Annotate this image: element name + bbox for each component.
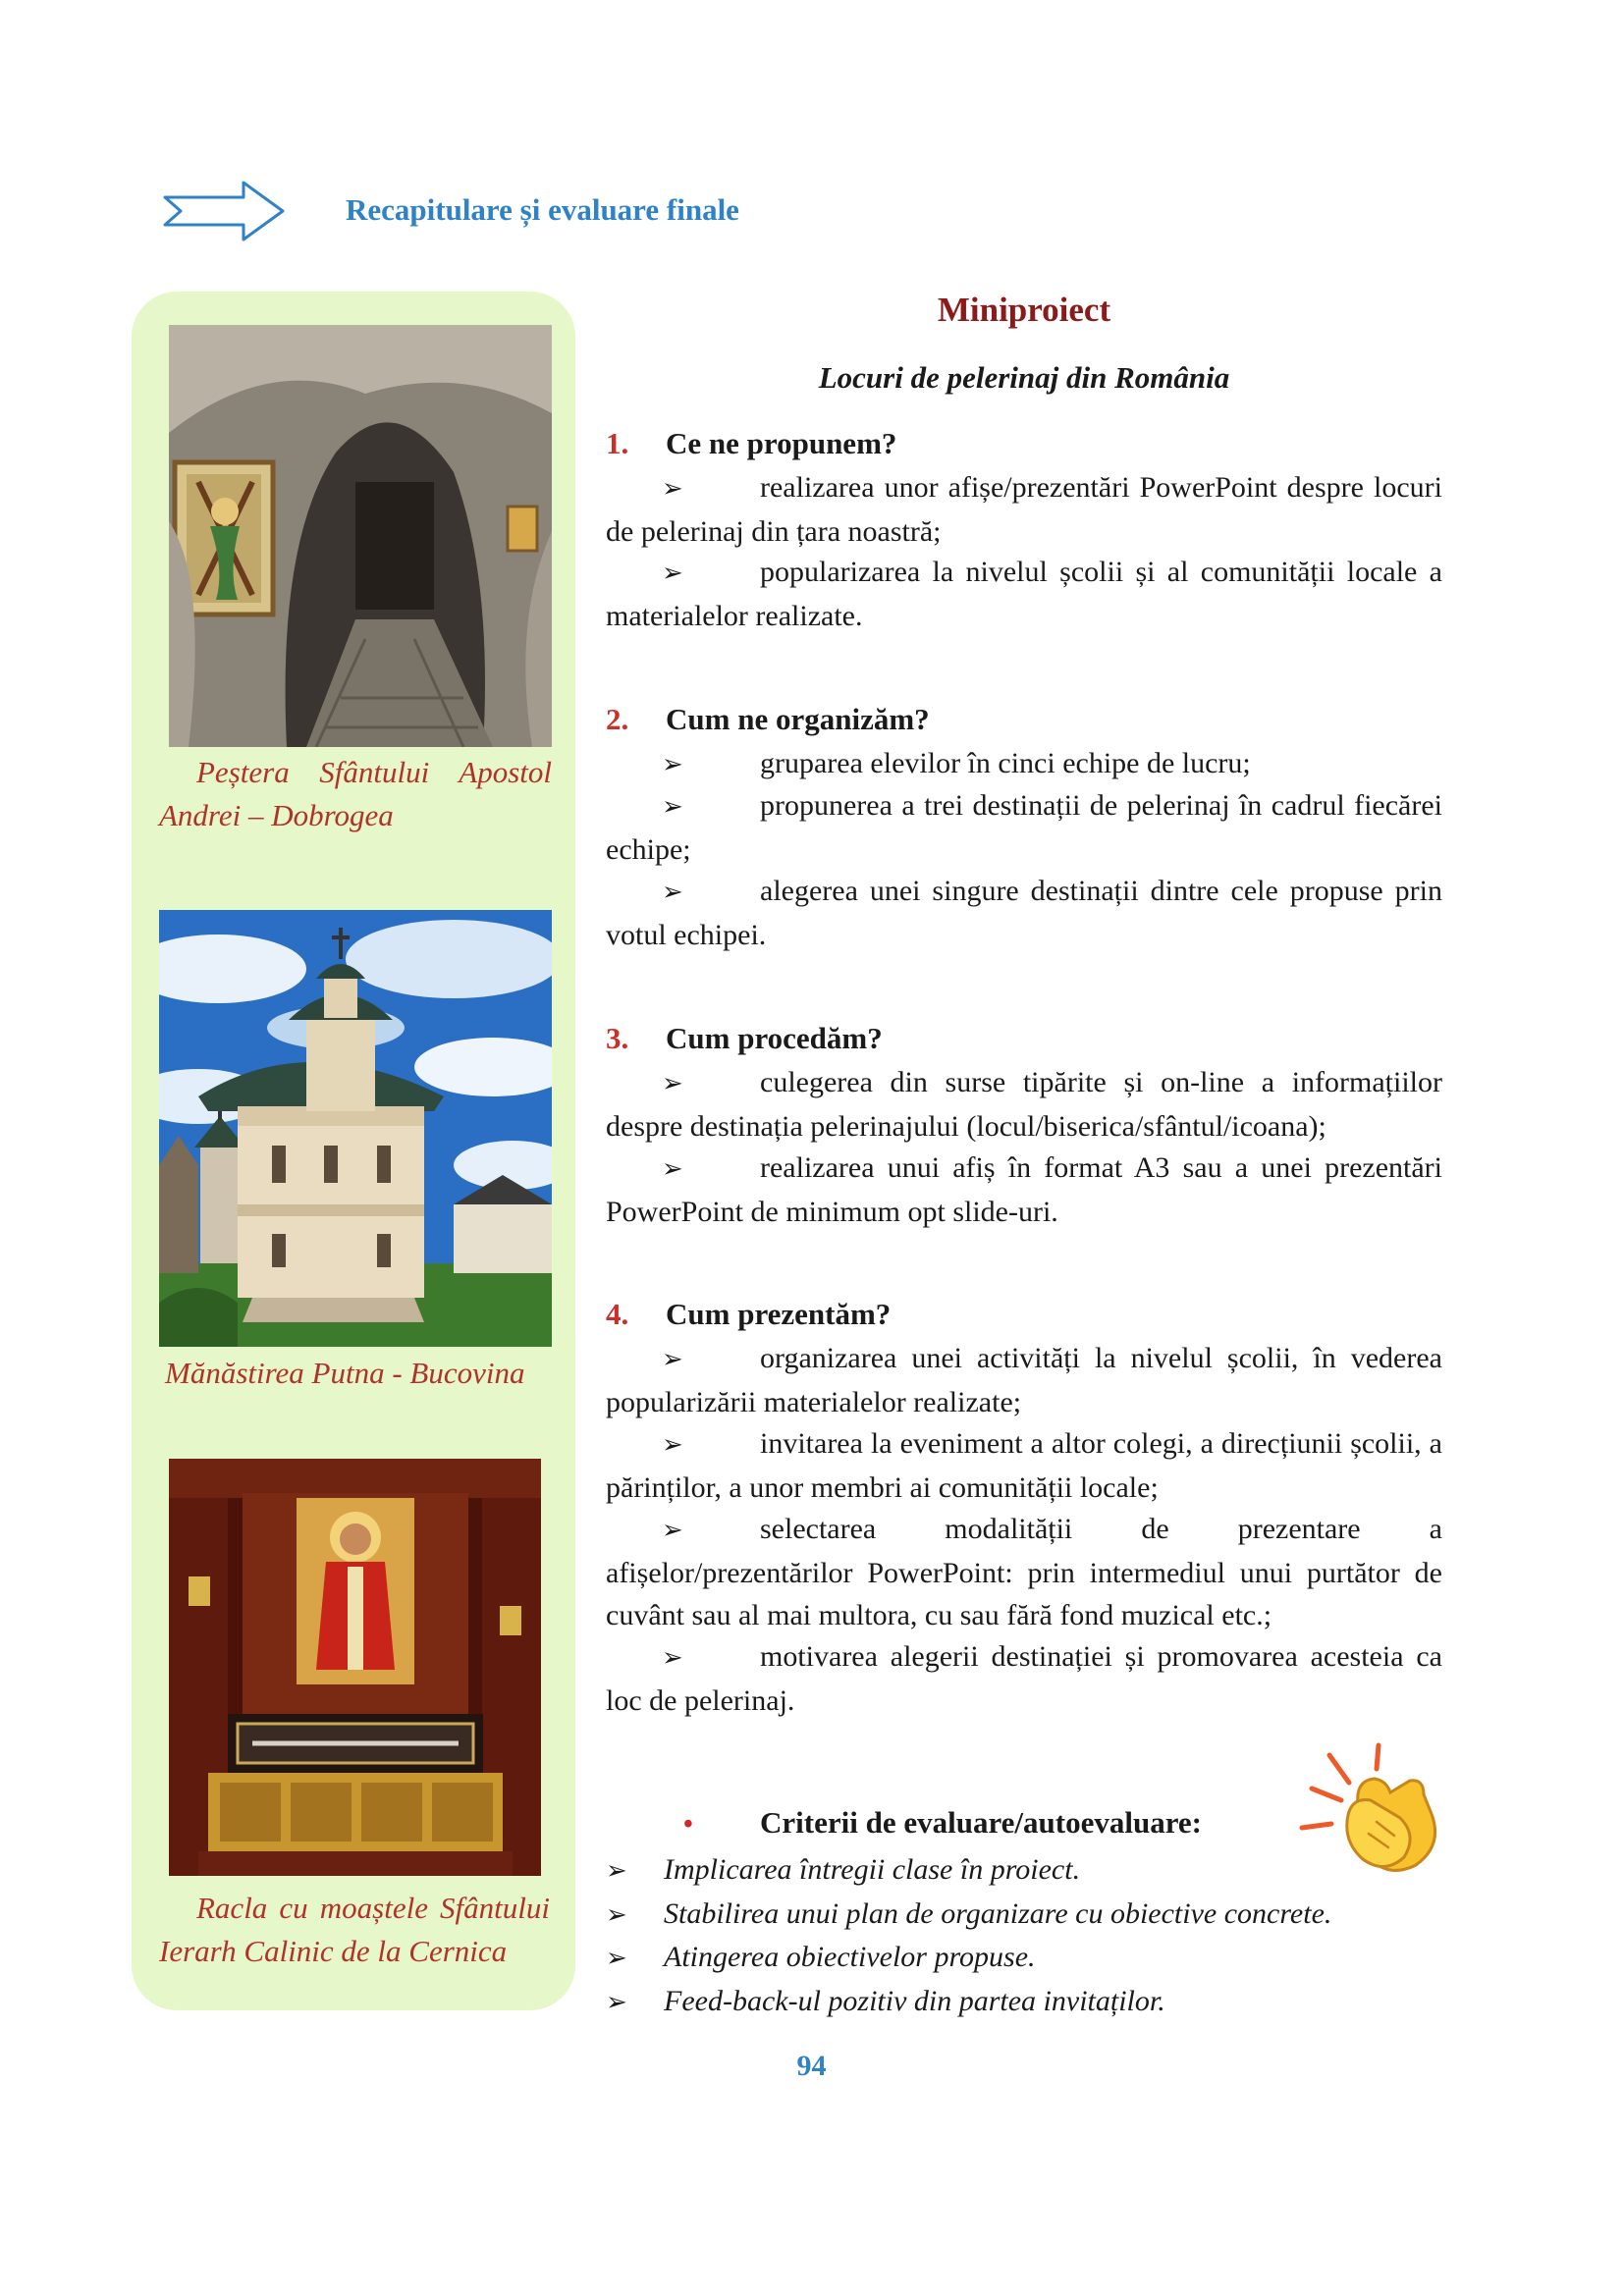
arrow-bullet-icon: ➢ (606, 1856, 627, 1885)
list-item: ➢ popularizarea la nivelul școlii și al comunității locale a materialelor realizate. (606, 551, 1442, 637)
arrow-bullet-icon: ➢ (662, 1516, 683, 1544)
arrow-bullet-icon: ➢ (662, 1643, 683, 1672)
list-item: ➢ Atingerea obiectivelor propuse. (606, 1936, 1331, 1980)
arrow-bullet-icon: ➢ (662, 1069, 683, 1097)
page-number: 94 (796, 2050, 827, 2082)
list-item: ➢ gruparea elevilor în cinci echipe de lucru; (606, 742, 1442, 786)
section-number: 4. (606, 1297, 629, 1331)
arrow-bullet-icon: ➢ (606, 1944, 627, 1972)
cave-photo (169, 325, 552, 747)
relic-shrine-photo (169, 1459, 541, 1876)
caption-cave: Peștera Sfântului Apostol Andrei – Dobrogea (159, 755, 552, 832)
list-item: ➢ propunerea a trei destinații de pelerinaj în cadrul fiecărei echipe; (606, 784, 1442, 871)
list-item: ➢ Stabilirea unui plan de organizare cu obiective concrete. (606, 1893, 1331, 1937)
criteria-heading: • Criterii de evaluare/autoevaluare: (683, 1805, 1202, 1840)
list-item: ➢ realizarea unor afișe/prezentări PowerPoint despre locuri de pelerinaj din țara noastră; (606, 466, 1442, 553)
arrow-bullet-icon: ➢ (662, 559, 683, 587)
list-item: ➢ culegerea din surse tipărite și on-line a informațiilor despre destinația pelerinajului (locul/biserica/sfântul/icoana); (606, 1061, 1442, 1148)
arrow-bullet-icon: ➢ (662, 750, 683, 778)
section-number: 2. (606, 702, 629, 736)
section-3-heading (606, 1021, 883, 1056)
section-title: Ce ne propunem? (666, 426, 897, 460)
section-title: Cum ne organizăm? (666, 702, 930, 736)
arrow-bullet-icon: ➢ (662, 474, 683, 503)
bullet-dot-icon: • (683, 1809, 693, 1840)
chapter-title: Recapitulare și evaluare finale (346, 192, 739, 227)
arrow-bullet-icon: ➢ (606, 1987, 627, 2016)
section-4-heading (606, 1297, 891, 1332)
list-item: ➢ Implicarea întregii clase în proiect. (606, 1848, 1331, 1893)
list-item: ➢ realizarea unui afiș în format A3 sau a unei prezentări PowerPoint de minimum opt slide-uri. (606, 1147, 1442, 1233)
monastery-photo (159, 910, 552, 1347)
arrow-bullet-icon: ➢ (662, 792, 683, 821)
caption-monastery: Mănăstirea Putna - Bucovina (165, 1356, 525, 1390)
section-number: 3. (606, 1021, 629, 1055)
section-number: 1. (606, 426, 629, 460)
arrow-bullet-icon: ➢ (662, 1430, 683, 1459)
section-title: Cum prezentăm? (666, 1297, 892, 1331)
list-item: ➢ invitarea la eveniment a altor colegi, a direcțiunii școlii, a părinților, a unor membri ai comunității locale; (606, 1422, 1442, 1509)
section-title: Cum procedăm? (666, 1021, 883, 1055)
miniproject-title: Miniproiect (937, 291, 1111, 329)
section-1-heading (606, 426, 896, 461)
arrow-bullet-icon: ➢ (662, 878, 683, 906)
caption-relic-shrine: Racla cu moaștele Sfântului Ierarh Calinic de la Cernica (159, 1891, 550, 1968)
list-item: ➢ motivarea alegerii destinației și promovarea acesteia ca loc de pelerinaj. (606, 1635, 1442, 1722)
right-arrow-icon (161, 179, 287, 243)
list-item: ➢ organizarea unei activități la nivelul școlii, în vederea popularizării materialelor realizate; (606, 1337, 1442, 1423)
arrow-bullet-icon: ➢ (662, 1154, 683, 1183)
arrow-bullet-icon: ➢ (606, 1899, 627, 1929)
miniproject-subtitle: Locuri de pelerinaj din România (818, 360, 1230, 395)
list-item: ➢ alegerea unei singure destinații dintre cele propuse prin votul echipei. (606, 870, 1442, 956)
criteria-list (606, 1848, 1331, 2023)
arrow-bullet-icon: ➢ (662, 1345, 683, 1373)
section-2-heading (606, 702, 930, 737)
list-item: ➢ Feed-back-ul pozitiv din partea invitaților. (606, 1980, 1331, 2024)
list-item: ➢ selectarea modalității de prezentare a afișelor/prezentărilor PowerPoint: prin intermediul unui purtător de cuvânt sau al mai multora, cu sau fără fond muzical etc.; (606, 1508, 1442, 1637)
